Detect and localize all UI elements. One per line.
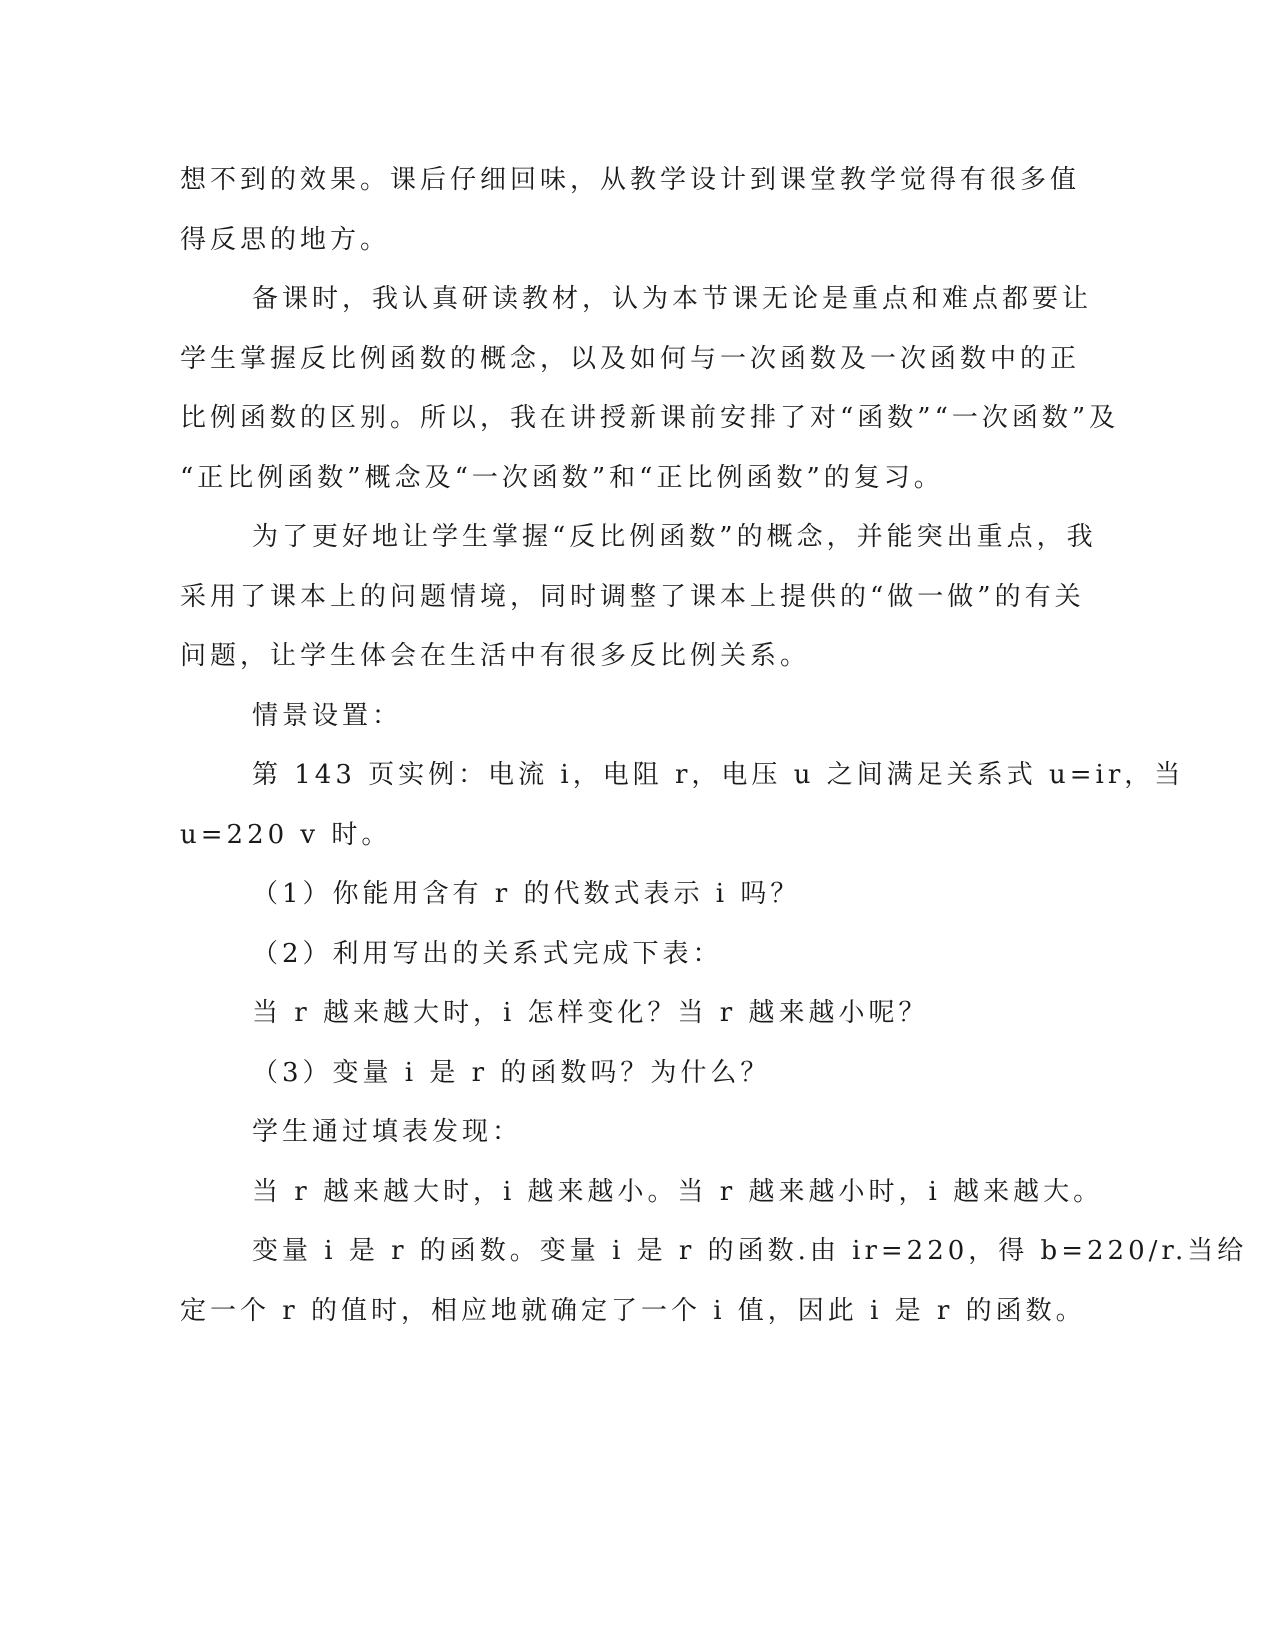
paragraph-line: 比例函数的区别。所以，我在讲授新课前安排了对“函数”“一次函数”及 (180, 403, 1120, 433)
paragraph-line: 想不到的效果。课后仔细回味，从教学设计到课堂教学觉得有很多值 (180, 165, 1081, 195)
question-item: （3）变量 i 是 r 的函数吗？为什么？ (252, 1057, 771, 1088)
paragraph-line: 当 r 越来越大时，i 怎样变化？当 r 越来越小呢？ (252, 998, 929, 1028)
paragraph-line: 变量 i 是 r 的函数。变量 i 是 r 的函数.由 ir=220，得 b=220/r.当给 (252, 1236, 1248, 1266)
paragraph-line: 备课时，我认真研读教材，认为本节课无论是重点和难点都要让 (252, 284, 1093, 314)
paragraph-line: u=220 v 时。 (180, 819, 392, 850)
paragraph-line: 学生掌握反比例函数的概念，以及如何与一次函数及一次函数中的正 (180, 343, 1081, 374)
section-label: 情景设置： (252, 700, 403, 731)
paragraph-line: 学生通过填表发现： (252, 1117, 523, 1147)
paragraph-line: 得反思的地方。 (180, 224, 391, 255)
paragraph-line: 当 r 越来越大时，i 越来越小。当 r 越来越小时，i 越来越大。 (252, 1176, 1104, 1207)
question-item: （2）利用写出的关系式完成下表： (252, 938, 723, 969)
paragraph-line: 为了更好地让学生掌握“反比例函数”的概念，并能突出重点，我 (252, 522, 1097, 552)
paragraph-line: 定一个 r 的值时，相应地就确定了一个 i 值，因此 i 是 r 的函数。 (180, 1295, 1086, 1326)
paragraph-line: “正比例函数”概念及“一次函数”和“正比例函数”的复习。 (180, 462, 944, 493)
paragraph-line: 问题，让学生体会在生活中有很多反比例关系。 (180, 641, 811, 671)
question-item: （1）你能用含有 r 的代数式表示 i 吗？ (252, 879, 801, 909)
paragraph-line: 采用了课本上的问题情境，同时调整了课本上提供的“做一做”的有关 (180, 581, 1085, 612)
paragraph-line: 第 143 页实例：电流 i，电阻 r，电压 u 之间满足关系式 u=ir，当 (252, 760, 1185, 790)
document-body (180, 151, 1248, 1341)
